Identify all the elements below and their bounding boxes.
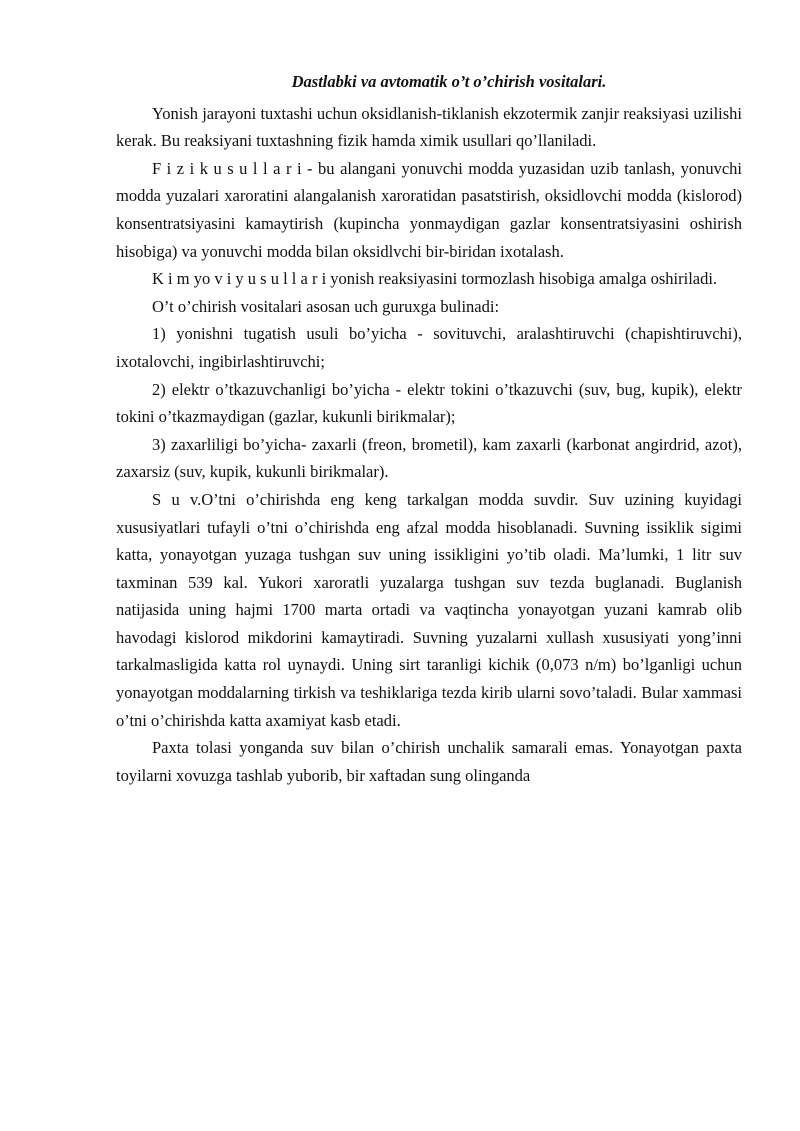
paragraph-groups-intro: O’t o’chirish vositalari asosan uch guruxga bulinadi: [152,296,500,316]
term-chemical-methods: K i m yo v i y u s u l l a r i [152,269,327,289]
paragraph-water [116,486,742,734]
paragraph-chemical-methods [116,265,742,293]
list-item-1: 1) yonishni tugatish usuli bo’yicha - sovituvchi, aralashtiruvchi (chapishtiruvchi), ixotalovchi, ingibirlashtiruvchi; [116,324,742,371]
paragraph-chemical-methods-text: yonish reaksiyasini tormozlash hisobiga amalga oshiriladi. [326,269,718,289]
paragraph-water-text: O’tni o’chirishda eng keng tarkalgan modda suvdir. Suv uzining kuyidagi xususiyatlari tufayli o’tni o’chirishda eng afzal modda hisoblanadi. Suvning issiklik sigimi katta, yonayotgan yuzaga tushgan suv uning issikligini yo’tib oladi. Ma’lumki, 1 litr suv taxminan 539 kal. Yukori xaroratli yuzalarga tushgan suv tezda buglanadi. Buglanish natijasida uning hajmi 1700 marta ortadi va vaqtincha yonayotgan yuzani kamrab olib havodagi kislorod mikdorini kamaytiradi. Suvning yuzalarni xullash xususiyati yong’inni tarkalmasligida katta rol uynaydi. Uning sirt taranligi kichik (0,073 n/m) bo’lganligi uchun yonayotgan moddalarning tirkish va teshiklariga tezda kirib ularni sovo’taladi. Bular xammasi o’tni o’chirishda katta axamiyat kasb etadi. [116,489,742,730]
list-item-3: 3) zaxarliligi bo’yicha- zaxarli (freon, brometil), kam zaxarli (karbonat angirdrid, azot), zaxarsiz (suv, kupik, kukunli birikmalar). [116,434,742,482]
list-item-2: 2) elektr o’tkazuvchanligi bo’yicha - elektr tokini o’tkazuvchi (suv, bug, kupik), elektr tokini o’tkazmaydigan (gazlar, kukunli birikmalar); [116,379,742,427]
term-physical-methods: F i z i k u s u l l a r i [152,158,302,178]
paragraph-physical-methods [116,155,742,265]
term-water: S u v. [152,489,202,509]
paragraph-physical-methods-text: - bu alangani yonuvchi modda yuzasidan uzib tanlash, yonuvchi modda yuzalari xaroratini alangalanish xaroratidan pasatstirish, oksidlovchi modda (kislorod) konsentratsiyasini kamaytirish (kupincha yonmaydigan gazlar konsentratsiyasini oshirish hisobiga) va yonuvchi modda bilan oksidlvchi bir-biridan ixotalash. [116,158,742,261]
document-page [116,68,742,789]
paragraph-cotton: Paxta tolasi yonganda suv bilan o’chirish unchalik samarali emas. Yonayotgan paxta toyilarni xovuzga tashlab yuborib, bir xaftadan sung olinganda [116,738,742,785]
document-title: Dastlabki va avtomatik o’t o’chirish vositalari. [291,72,607,91]
paragraph-intro: Yonish jarayoni tuxtashi uchun oksidlanish-tiklanish ekzotermik zanjir reaksiyasi uzilishi kerak. Bu reaksiyani tuxtashning fizik hamda ximik usullari qo’llaniladi. [116,103,742,151]
